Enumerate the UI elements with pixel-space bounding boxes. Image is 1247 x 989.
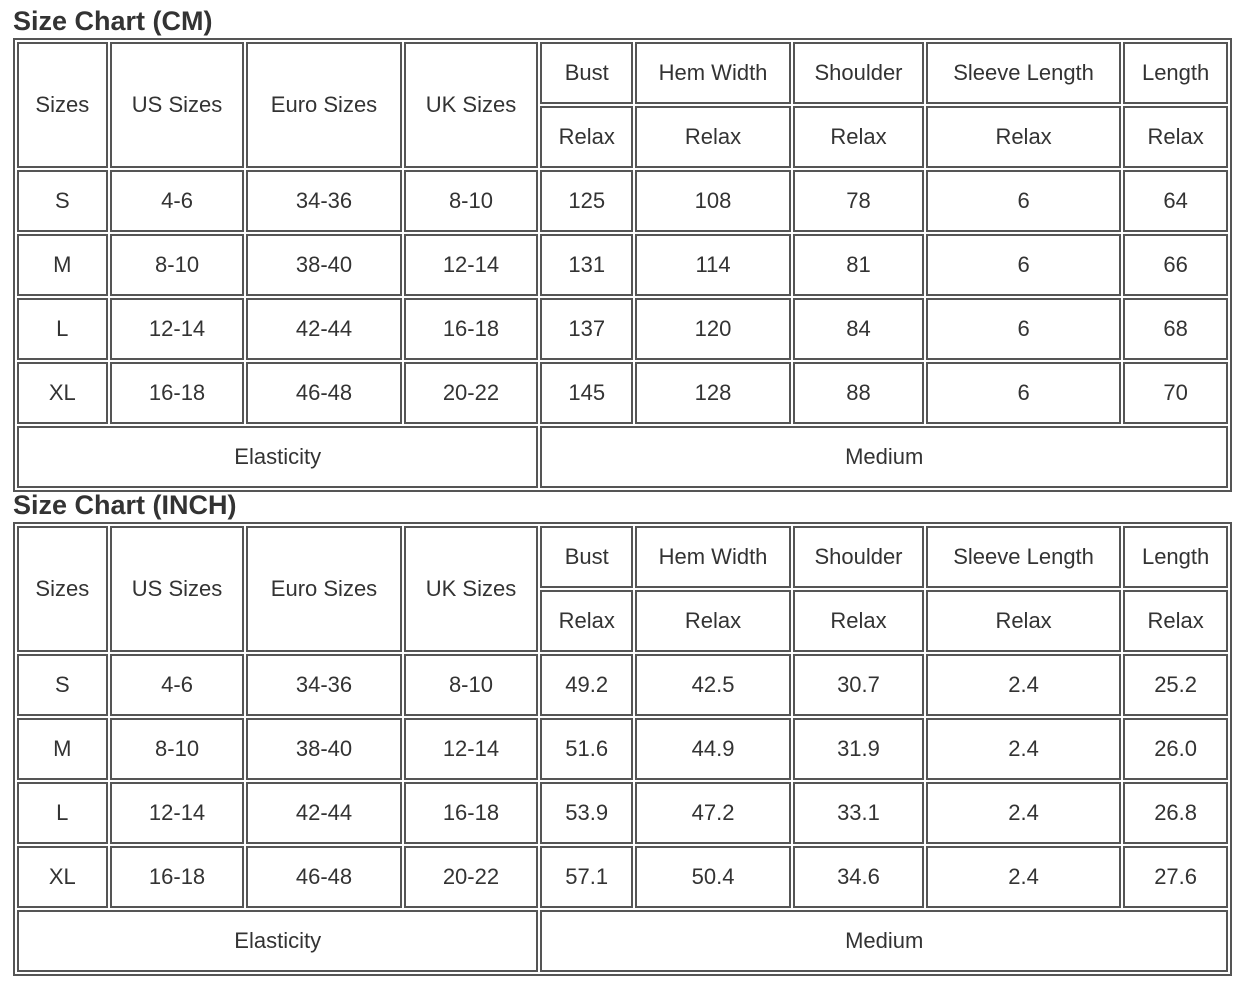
table-cell: 88 — [793, 362, 924, 424]
table-cell: 53.9 — [540, 782, 633, 844]
table-cell: 46-48 — [246, 846, 401, 908]
table-cell: 137 — [540, 298, 633, 360]
table-cell: 34.6 — [793, 846, 924, 908]
elasticity-label: Elasticity — [17, 426, 538, 488]
table-cell: 26.8 — [1123, 782, 1228, 844]
table-row — [17, 846, 1228, 908]
table-cell: 128 — [635, 362, 791, 424]
subheader-relax: Relax — [926, 106, 1121, 168]
header-row — [17, 42, 1228, 104]
table-cell: XL — [17, 362, 108, 424]
subheader-relax: Relax — [926, 590, 1121, 652]
table-cell: 120 — [635, 298, 791, 360]
header-length: Length — [1123, 526, 1228, 588]
table-cell: 70 — [1123, 362, 1228, 424]
header-sleeve-length: Sleeve Length — [926, 526, 1121, 588]
table-cell: 6 — [926, 298, 1121, 360]
header-us-sizes: US Sizes — [110, 526, 245, 652]
table-cell: 12-14 — [404, 718, 539, 780]
footer-row — [17, 426, 1228, 488]
table-cell: 12-14 — [110, 782, 245, 844]
header-euro-sizes: Euro Sizes — [246, 526, 401, 652]
table-cell: M — [17, 234, 108, 296]
table-cell: 57.1 — [540, 846, 633, 908]
table-cell: 78 — [793, 170, 924, 232]
table-cell: 131 — [540, 234, 633, 296]
elasticity-label: Elasticity — [17, 910, 538, 972]
table-cell: 16-18 — [110, 846, 245, 908]
header-uk-sizes: UK Sizes — [404, 42, 539, 168]
table-cell: XL — [17, 846, 108, 908]
table-cell: 2.4 — [926, 846, 1121, 908]
table-cell: 64 — [1123, 170, 1228, 232]
table-cell: 42-44 — [246, 782, 401, 844]
table-cell: 20-22 — [404, 846, 539, 908]
table-row — [17, 782, 1228, 844]
table-cell: M — [17, 718, 108, 780]
table-cell: 20-22 — [404, 362, 539, 424]
header-bust: Bust — [540, 526, 633, 588]
table-cell: 114 — [635, 234, 791, 296]
table-cell: 49.2 — [540, 654, 633, 716]
table-cell: 50.4 — [635, 846, 791, 908]
size-chart-inch-title: Size Chart (INCH) — [13, 490, 237, 520]
table-cell: 125 — [540, 170, 633, 232]
header-hem-width: Hem Width — [635, 42, 791, 104]
table-cell: 34-36 — [246, 654, 401, 716]
table-cell: 44.9 — [635, 718, 791, 780]
table-cell: 8-10 — [404, 654, 539, 716]
table-cell: 8-10 — [110, 234, 245, 296]
table-row — [17, 362, 1228, 424]
table-cell: 47.2 — [635, 782, 791, 844]
table-cell: 2.4 — [926, 782, 1121, 844]
table-cell: 6 — [926, 362, 1121, 424]
table-cell: 46-48 — [246, 362, 401, 424]
table-cell: 84 — [793, 298, 924, 360]
table-cell: 12-14 — [110, 298, 245, 360]
table-cell: 2.4 — [926, 654, 1121, 716]
table-cell: 8-10 — [110, 718, 245, 780]
table-row — [17, 234, 1228, 296]
table-cell: 16-18 — [404, 298, 539, 360]
table-cell: 26.0 — [1123, 718, 1228, 780]
table-cell: L — [17, 782, 108, 844]
table-cell: 31.9 — [793, 718, 924, 780]
table-cell: 38-40 — [246, 718, 401, 780]
table-cell: 27.6 — [1123, 846, 1228, 908]
header-sleeve-length: Sleeve Length — [926, 42, 1121, 104]
table-cell: 34-36 — [246, 170, 401, 232]
size-chart-cm-table — [13, 38, 1232, 492]
table-cell: 38-40 — [246, 234, 401, 296]
subheader-relax: Relax — [1123, 106, 1228, 168]
subheader-relax: Relax — [635, 590, 791, 652]
header-us-sizes: US Sizes — [110, 42, 245, 168]
table-cell: 6 — [926, 234, 1121, 296]
header-euro-sizes: Euro Sizes — [246, 42, 401, 168]
header-shoulder: Shoulder — [793, 42, 924, 104]
table-cell: 145 — [540, 362, 633, 424]
header-uk-sizes: UK Sizes — [404, 526, 539, 652]
size-chart-cm-title: Size Chart (CM) — [13, 6, 213, 36]
table-cell: 66 — [1123, 234, 1228, 296]
subheader-relax: Relax — [793, 106, 924, 168]
header-hem-width: Hem Width — [635, 526, 791, 588]
table-cell: 2.4 — [926, 718, 1121, 780]
header-sizes: Sizes — [17, 42, 108, 168]
subheader-relax: Relax — [1123, 590, 1228, 652]
table-cell: S — [17, 170, 108, 232]
table-cell: 30.7 — [793, 654, 924, 716]
subheader-relax: Relax — [540, 106, 633, 168]
elasticity-value: Medium — [540, 426, 1228, 488]
table-cell: 42-44 — [246, 298, 401, 360]
table-cell: S — [17, 654, 108, 716]
table-cell: 68 — [1123, 298, 1228, 360]
header-bust: Bust — [540, 42, 633, 104]
subheader-relax: Relax — [793, 590, 924, 652]
table-row — [17, 298, 1228, 360]
subheader-relax: Relax — [635, 106, 791, 168]
header-length: Length — [1123, 42, 1228, 104]
table-cell: 42.5 — [635, 654, 791, 716]
table-cell: 16-18 — [404, 782, 539, 844]
table-cell: 51.6 — [540, 718, 633, 780]
table-cell: 6 — [926, 170, 1121, 232]
table-cell: L — [17, 298, 108, 360]
table-row — [17, 718, 1228, 780]
footer-row — [17, 910, 1228, 972]
header-row — [17, 526, 1228, 588]
table-row — [17, 170, 1228, 232]
table-row — [17, 654, 1228, 716]
subheader-relax: Relax — [540, 590, 633, 652]
size-chart-inch-table — [13, 522, 1232, 976]
elasticity-value: Medium — [540, 910, 1228, 972]
table-cell: 12-14 — [404, 234, 539, 296]
table-cell: 4-6 — [110, 654, 245, 716]
table-cell: 25.2 — [1123, 654, 1228, 716]
table-cell: 8-10 — [404, 170, 539, 232]
table-cell: 81 — [793, 234, 924, 296]
table-cell: 33.1 — [793, 782, 924, 844]
table-cell: 4-6 — [110, 170, 245, 232]
table-cell: 108 — [635, 170, 791, 232]
header-shoulder: Shoulder — [793, 526, 924, 588]
table-cell: 16-18 — [110, 362, 245, 424]
header-sizes: Sizes — [17, 526, 108, 652]
